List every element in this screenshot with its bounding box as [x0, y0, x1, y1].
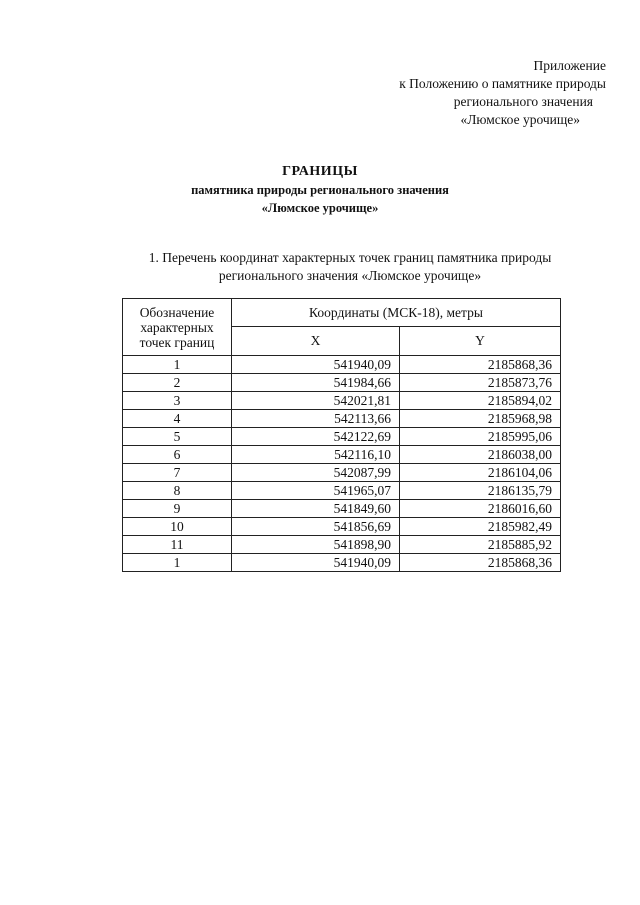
point-label-cell: 1 [123, 554, 232, 572]
x-coordinate-cell: 541898,90 [232, 536, 400, 554]
point-label-cell: 11 [123, 536, 232, 554]
table-row [123, 500, 561, 518]
coordinates-table-body [123, 356, 561, 572]
point-label-cell: 9 [123, 500, 232, 518]
point-label-cell: 7 [123, 464, 232, 482]
x-coordinate-cell: 541984,66 [232, 374, 400, 392]
section-heading [0, 249, 640, 285]
y-coordinate-cell: 2185894,02 [400, 392, 561, 410]
title-line-3: «Люмское урочище» [261, 201, 379, 215]
point-label-cell: 1 [123, 356, 232, 374]
document-title [0, 163, 640, 217]
point-label-cell: 2 [123, 374, 232, 392]
y-coordinate-cell: 2185873,76 [400, 374, 561, 392]
x-coordinate-cell: 541856,69 [232, 518, 400, 536]
title-main: ГРАНИЦЫ [282, 164, 358, 179]
table-row [123, 428, 561, 446]
table-row [123, 392, 561, 410]
x-coordinate-cell: 541849,60 [232, 500, 400, 518]
y-coordinate-cell: 2185868,36 [400, 356, 561, 374]
header-point-label: Обозначение характерных точек границ [123, 299, 232, 356]
point-label-cell: 10 [123, 518, 232, 536]
y-coordinate-cell: 2185968,98 [400, 410, 561, 428]
point-label-cell: 8 [123, 482, 232, 500]
y-coordinate-cell: 2185868,36 [400, 554, 561, 572]
x-coordinate-cell: 541940,09 [232, 356, 400, 374]
table-row [123, 446, 561, 464]
table-row [123, 536, 561, 554]
table-row [123, 410, 561, 428]
y-coordinate-cell: 2185995,06 [400, 428, 561, 446]
title-line-2: памятника природы регионального значения [191, 183, 449, 197]
point-label-cell: 4 [123, 410, 232, 428]
y-coordinate-cell: 2186135,79 [400, 482, 561, 500]
table-row [123, 554, 561, 572]
appendix-line-4: «Люмское урочище» [460, 112, 580, 127]
section-heading-line-2: регионального значения «Люмское урочище» [218, 268, 482, 283]
appendix-line-3: регионального значения [453, 94, 593, 109]
x-coordinate-cell: 541965,07 [232, 482, 400, 500]
y-coordinate-cell: 2186104,06 [400, 464, 561, 482]
table-row [123, 374, 561, 392]
header-y: Y [400, 327, 561, 356]
x-coordinate-cell: 542116,10 [232, 446, 400, 464]
y-coordinate-cell: 2185885,92 [400, 536, 561, 554]
y-coordinate-cell: 2186038,00 [400, 446, 561, 464]
table-row [123, 356, 561, 374]
x-coordinate-cell: 542113,66 [232, 410, 400, 428]
point-label-cell: 3 [123, 392, 232, 410]
table-row [123, 482, 561, 500]
x-coordinate-cell: 541940,09 [232, 554, 400, 572]
appendix-line-1: Приложение [533, 58, 606, 73]
coordinates-table [122, 298, 561, 572]
y-coordinate-cell: 2186016,60 [400, 500, 561, 518]
appendix-line-2: к Положению о памятнике природы [399, 76, 606, 91]
table-row [123, 518, 561, 536]
x-coordinate-cell: 542122,69 [232, 428, 400, 446]
section-heading-line-1: 1. Перечень координат характерных точек границ памятника природы [148, 250, 552, 265]
point-label-cell: 5 [123, 428, 232, 446]
appendix-note [306, 57, 606, 129]
y-coordinate-cell: 2185982,49 [400, 518, 561, 536]
table-row [123, 464, 561, 482]
x-coordinate-cell: 542087,99 [232, 464, 400, 482]
header-coordinates: Координаты (МСК-18), метры [232, 299, 561, 327]
point-label-cell: 6 [123, 446, 232, 464]
header-x: X [232, 327, 400, 356]
x-coordinate-cell: 542021,81 [232, 392, 400, 410]
